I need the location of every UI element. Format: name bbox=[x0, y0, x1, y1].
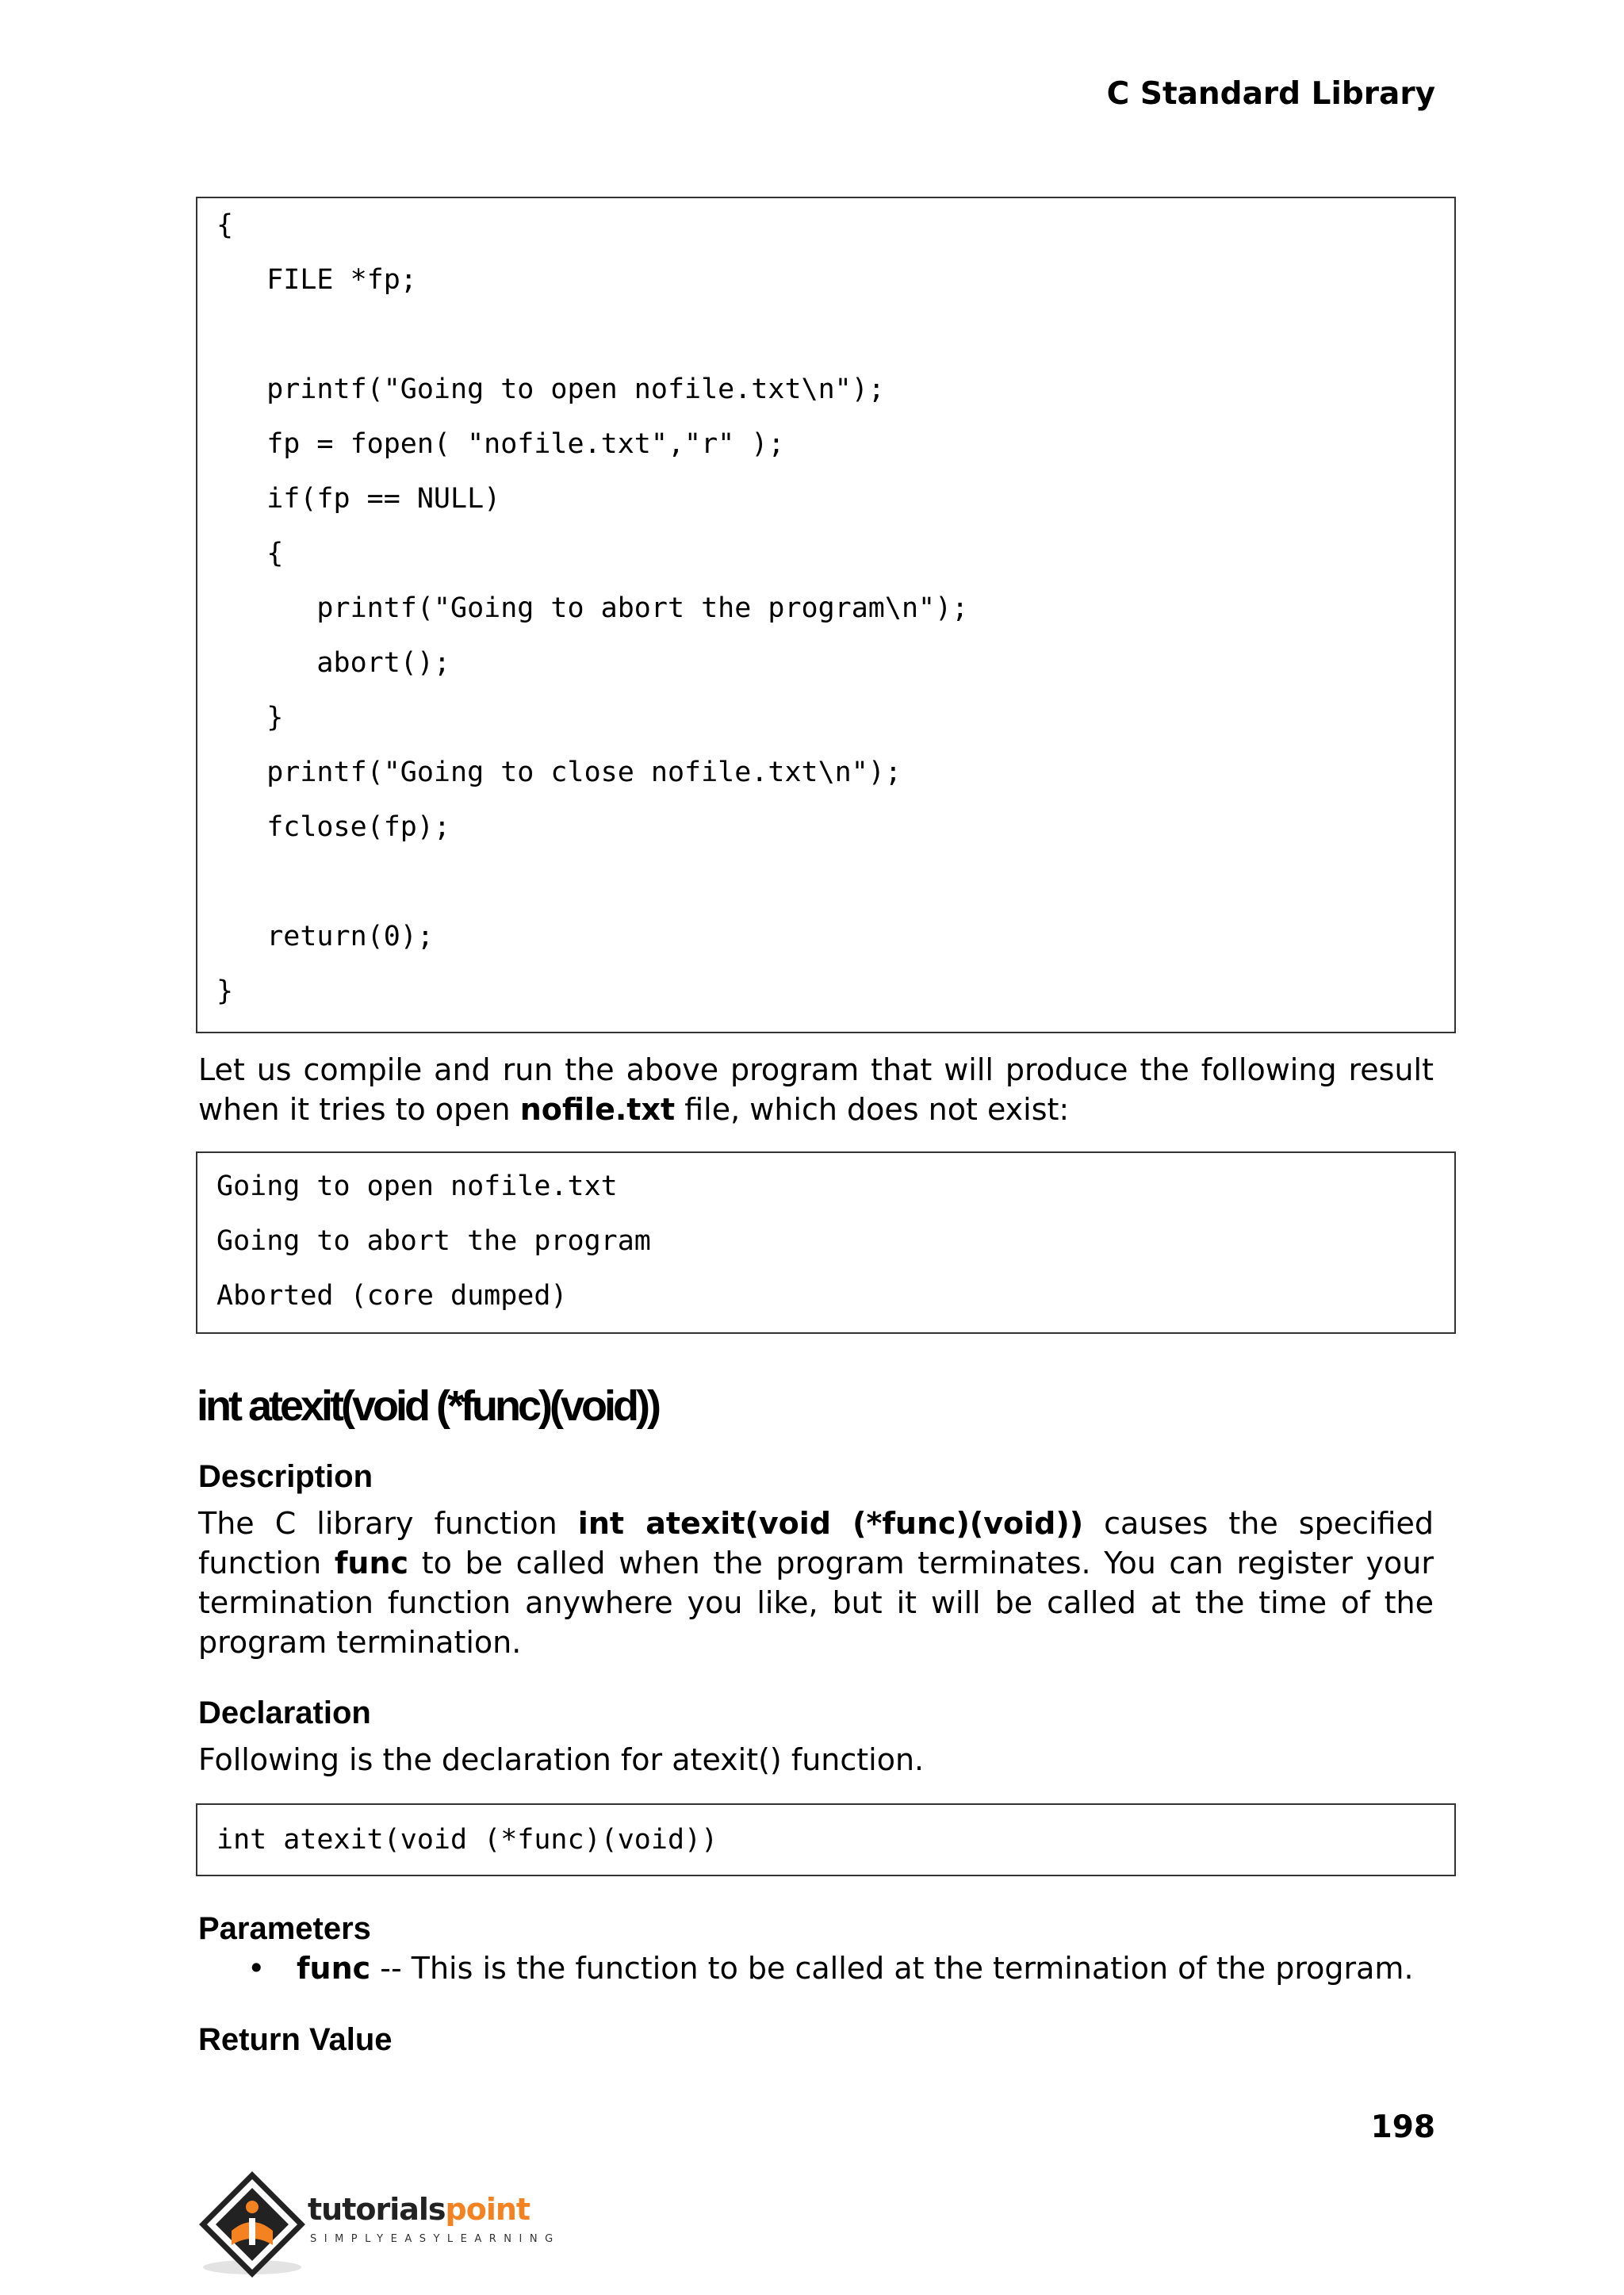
code-line: Going to abort the program bbox=[216, 1225, 651, 1257]
declaration-heading: Declaration bbox=[198, 1695, 371, 1730]
intro-text-part1: Let us compile and run the above program that will produce the following result when it tries to open bbox=[198, 1052, 1434, 1127]
description-heading: Description bbox=[198, 1459, 373, 1494]
description-text-1: The C library function bbox=[198, 1506, 578, 1541]
section-title: int atexit(void (*func)(void)) bbox=[197, 1382, 658, 1430]
description-func: func bbox=[334, 1546, 409, 1580]
code-block-declaration bbox=[196, 1803, 1456, 1876]
bullet-icon: • bbox=[247, 1951, 266, 1986]
code-line: return(0); bbox=[216, 921, 434, 952]
logo-word-tutorials: tutorials bbox=[308, 2192, 446, 2227]
code-line: Aborted (core dumped) bbox=[216, 1280, 568, 1312]
code-line: printf("Going to close nofile.txt\n"); bbox=[216, 757, 902, 788]
description-signature: int atexit(void (*func)(void)) bbox=[577, 1506, 1084, 1541]
declaration-code-line: int atexit(void (*func)(void)) bbox=[216, 1824, 718, 1856]
parameter-desc: -- This is the function to be called at the termination of the program. bbox=[370, 1951, 1414, 1986]
description-paragraph bbox=[198, 1504, 1434, 1662]
code-line: Going to open nofile.txt bbox=[216, 1170, 618, 1202]
parameters-heading: Parameters bbox=[198, 1911, 371, 1946]
code-line: fp = fopen( "nofile.txt","r" ); bbox=[216, 428, 785, 460]
logo-word-point: point bbox=[445, 2192, 530, 2227]
code-line: } bbox=[216, 702, 284, 734]
code-line: printf("Going to abort the program\n"); bbox=[216, 592, 969, 624]
code-line: abort(); bbox=[216, 647, 451, 679]
code-line bbox=[197, 855, 1454, 910]
declaration-text: Following is the declaration for atexit() function. bbox=[198, 1742, 925, 1777]
code-line: fclose(fp); bbox=[216, 811, 451, 843]
code-line: if(fp == NULL) bbox=[216, 483, 501, 515]
code-line: { bbox=[216, 209, 234, 241]
return-value-heading: Return Value bbox=[198, 2022, 393, 2057]
description-text-2: causes the specified function bbox=[198, 1506, 1434, 1580]
code-block-output bbox=[196, 1151, 1456, 1334]
code-line: printf("Going to open nofile.txt\n"); bbox=[216, 374, 885, 405]
code-line: } bbox=[216, 975, 234, 1007]
logo-wordmark bbox=[308, 2192, 530, 2227]
intro-paragraph bbox=[198, 1050, 1434, 1129]
running-header: C Standard Library bbox=[1106, 76, 1435, 112]
tutorialspoint-logo bbox=[197, 2169, 569, 2280]
code-line bbox=[197, 308, 1454, 362]
logo-tagline: SIMPLYEASYLEARNING bbox=[310, 2233, 561, 2245]
page-number: 198 bbox=[1370, 2109, 1435, 2145]
code-line: { bbox=[216, 538, 284, 569]
code-block-program bbox=[196, 197, 1456, 1033]
parameter-name: func bbox=[297, 1951, 371, 1986]
intro-filename: nofile.txt bbox=[519, 1092, 676, 1127]
intro-text-part2: file, which does not exist: bbox=[675, 1092, 1070, 1127]
code-line: FILE *fp; bbox=[216, 264, 417, 296]
description-text-3: to be called when the program terminates. You can register your termination function anywhere you like, but it will be called at the time of the program termination. bbox=[198, 1546, 1434, 1660]
